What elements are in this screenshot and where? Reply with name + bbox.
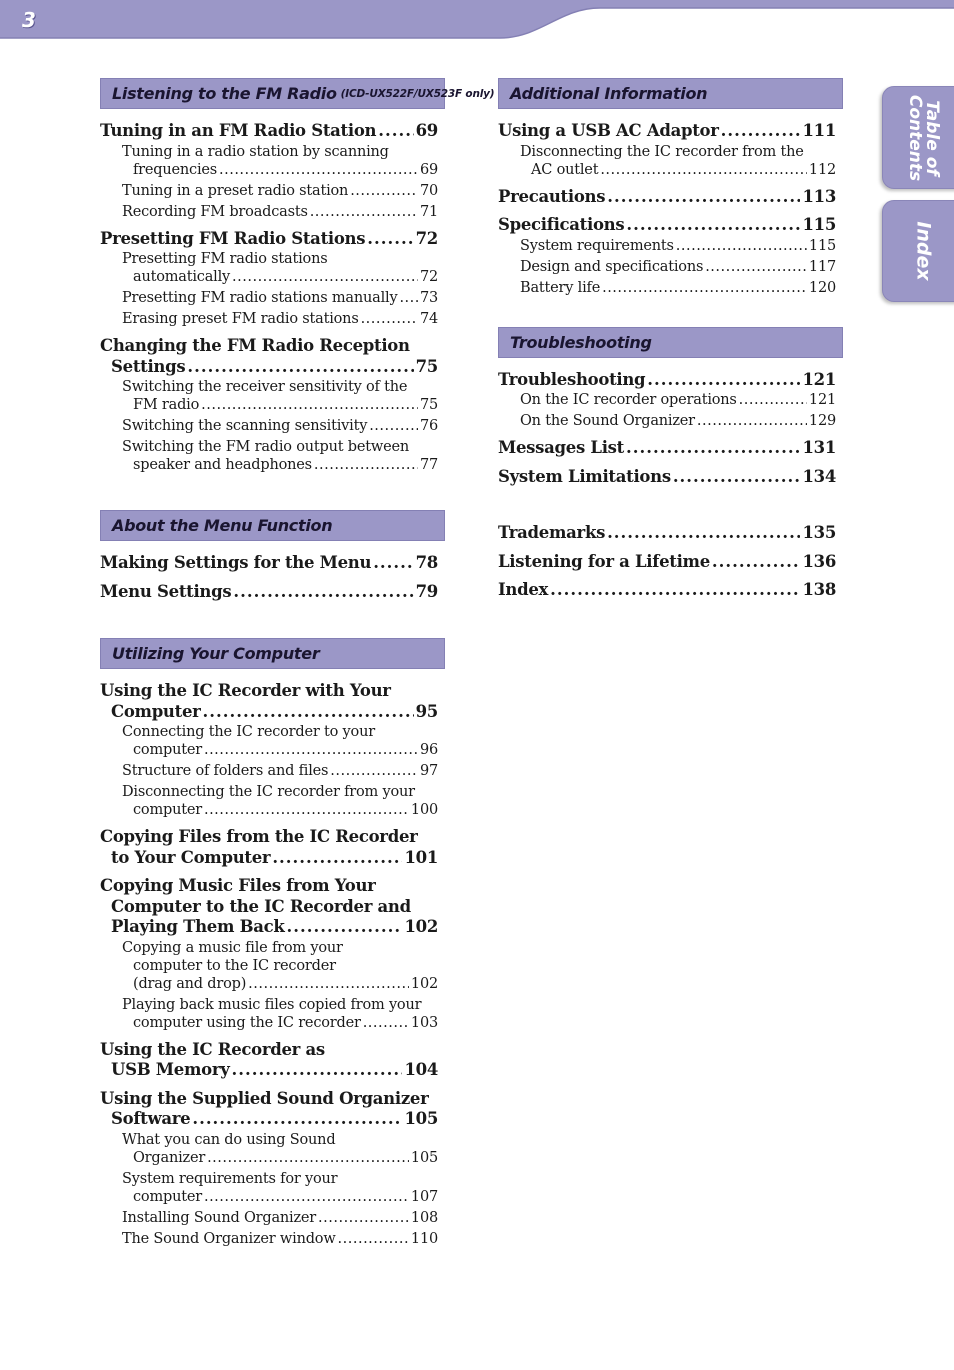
section-header-fm-radio <box>100 78 495 109</box>
toc-entry[interactable]: Menu Settings ..... 79 <box>100 582 438 603</box>
section-title: Utilizing Your Computer <box>112 644 320 663</box>
table-of-contents-tab-label: Table of Contents <box>905 94 942 181</box>
toc-subentry[interactable]: Tuning in a radio station by scanning frequencies ..... 69 <box>100 143 438 179</box>
section-computer <box>100 638 445 1248</box>
toc-subentry[interactable]: Design and specifications ..... 117 <box>498 258 836 276</box>
toc-subentry[interactable]: Tuning in a preset radio station ..... 70 <box>100 182 438 200</box>
toc-entry[interactable]: Copying Files from the IC Recorder to Your Computer ..... 101 <box>100 827 438 868</box>
toc-subentry[interactable]: On the Sound Organizer ..... 129 <box>498 412 836 430</box>
toc-entry[interactable]: Precautions ..... 113 <box>498 187 836 208</box>
toc-entry[interactable]: Making Settings for the Menu ..... 78 <box>100 553 438 574</box>
right-column <box>498 78 843 631</box>
section-menu <box>100 510 445 602</box>
index-tab-label: Index <box>912 221 935 281</box>
section-note: (ICD-UX522F/UX523F only) <box>340 87 495 100</box>
toc-entry[interactable]: Using a USB AC Adaptor ..... 111 <box>498 121 836 142</box>
section-additional-information <box>498 78 843 297</box>
toc-subentry[interactable]: Playing back music files copied from your computer using the IC recorder ..... 103 <box>100 996 438 1032</box>
toc-entry[interactable]: Using the Supplied Sound Organizer Software ..... 105 <box>100 1089 438 1130</box>
toc-subentry[interactable]: Presetting FM radio stations automatically ..... 72 <box>100 250 438 286</box>
section-title: Troubleshooting <box>510 332 652 352</box>
toc-entry[interactable]: Changing the FM Radio Reception Settings ..... 75 <box>100 336 438 377</box>
toc-subentry[interactable]: The Sound Organizer window ..... 110 <box>100 1230 438 1248</box>
toc-subentry[interactable]: Switching the scanning sensitivity ..... 76 <box>100 417 438 435</box>
section-misc <box>498 523 843 601</box>
toc-subentry[interactable]: Switching the receiver sensitivity of the FM radio ..... 75 <box>100 378 438 414</box>
toc-subentry[interactable]: Installing Sound Organizer ..... 108 <box>100 1209 438 1227</box>
toc-entry[interactable]: Listening for a Lifetime ..... 136 <box>498 552 836 573</box>
section-header-menu <box>100 510 445 541</box>
section-title: Additional Information <box>510 84 708 103</box>
section-title: About the Menu Function <box>112 516 333 535</box>
section-title: Listening to the FM Radio <box>112 84 337 103</box>
toc-subentry[interactable]: Connecting the IC recorder to your computer ..... 96 <box>100 723 438 759</box>
table-of-contents-tab[interactable] <box>882 86 954 189</box>
toc-subentry[interactable]: Switching the FM radio output between speaker and headphones ..... 77 <box>100 438 438 474</box>
toc-subentry[interactable]: Structure of folders and files ..... 97 <box>100 762 438 780</box>
toc-subentry[interactable]: Copying a music file from your computer to the IC recorder (drag and drop) ..... 102 <box>100 939 438 993</box>
toc-subentry[interactable]: Erasing preset FM radio stations ..... 74 <box>100 310 438 328</box>
toc-subentry[interactable]: Disconnecting the IC recorder from your computer ..... 100 <box>100 783 438 819</box>
toc-subentry[interactable]: System requirements for your computer ..... 107 <box>100 1170 438 1206</box>
toc-subentry[interactable]: Recording FM broadcasts ..... 71 <box>100 203 438 221</box>
section-header-additional-information <box>498 78 843 109</box>
left-column <box>100 78 495 1278</box>
page-number: 3 <box>22 8 36 32</box>
section-header-computer <box>100 638 445 669</box>
section-troubleshooting <box>498 327 843 488</box>
toc-entry[interactable]: Copying Music Files from Your Computer to the IC Recorder and Playing Them Back ..... 102 <box>100 876 438 938</box>
toc-entry[interactable]: Specifications ..... 115 <box>498 215 836 236</box>
toc-subentry[interactable]: Presetting FM radio stations manually ..... 73 <box>100 289 438 307</box>
top-banner <box>0 0 954 40</box>
toc-subentry[interactable]: Disconnecting the IC recorder from the AC outlet ..... 112 <box>498 143 836 179</box>
toc-entry[interactable]: Index ..... 138 <box>498 580 836 601</box>
toc-entry[interactable]: Messages List ..... 131 <box>498 438 836 459</box>
toc-subentry[interactable]: On the IC recorder operations ..... 121 <box>498 391 836 409</box>
toc-entry[interactable]: Trademarks ..... 135 <box>498 523 836 544</box>
toc-entry[interactable]: Using the IC Recorder as USB Memory ..... 104 <box>100 1040 438 1081</box>
toc-entry[interactable]: Using the IC Recorder with Your Computer ..... 95 <box>100 681 438 722</box>
toc-entry[interactable]: Presetting FM Radio Stations ..... 72 <box>100 229 438 250</box>
section-header-troubleshooting <box>498 327 843 358</box>
index-tab[interactable] <box>882 200 954 302</box>
toc-entry[interactable]: Troubleshooting ..... 121 <box>498 370 836 391</box>
section-fm-radio <box>100 78 495 474</box>
toc-subentry[interactable]: Battery life ..... 120 <box>498 279 836 297</box>
toc-subentry[interactable]: System requirements ..... 115 <box>498 237 836 255</box>
toc-entry[interactable]: System Limitations ..... 134 <box>498 467 836 488</box>
toc-entry[interactable]: Tuning in an FM Radio Station ..... 69 <box>100 121 438 142</box>
toc-subentry[interactable]: What you can do using Sound Organizer ..... 105 <box>100 1131 438 1167</box>
